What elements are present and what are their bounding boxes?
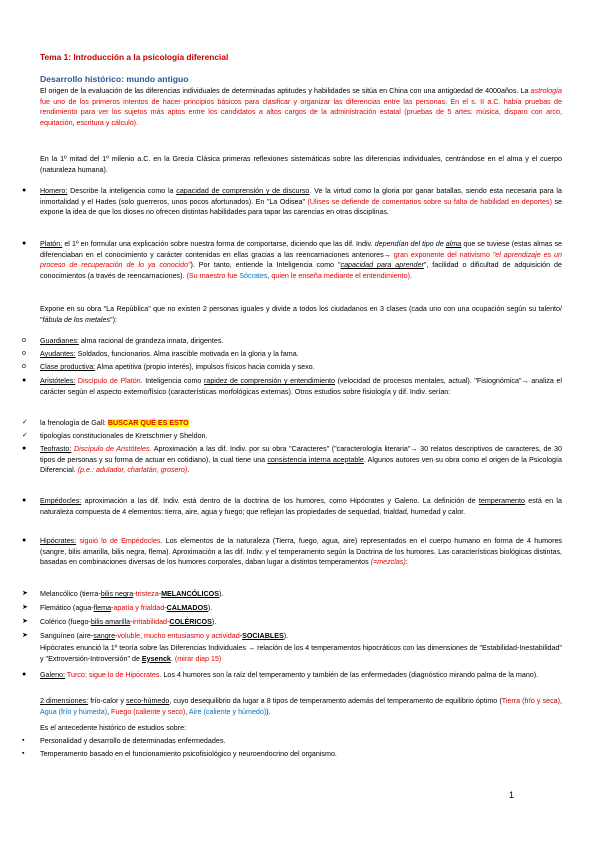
document-title: Tema 1: Introducción a la psicología diferencial	[40, 52, 229, 62]
bullet-icon: ●	[22, 377, 27, 384]
bullet-icon: ●	[22, 240, 27, 247]
greece-paragraph: En la 1º mitad del 1º milenio a.C. en la Grecia Clásica primeras reflexiones sistemáticas sobre las diferencias individuales, centrándose en el alma y el cuerpo (naturaleza humana).	[40, 155, 562, 174]
checkmark-icon: ✓	[22, 419, 28, 426]
circle-bullet-icon: o	[22, 363, 26, 370]
intro-paragraph: El origen de la evaluación de las diferencias individuales de determinadas aptitudes y habilidades se sitúa en China con una antigüedad de 4000años. La astrología fue uno de los primeros intentos de hacer principios básicos para clasificar y organizar las diferencias entre las personas. En el s. II a.C. había pruebas de rendimiento para ver los sujetos más aptos entre los candidatos a altos cargos de la administración estatal (pruebas de 5 artes: música, disparo con arco, equitación, escritura y cálculo).	[40, 87, 562, 127]
circle-bullet-icon: o	[22, 350, 26, 357]
arrow-bullet-icon: ➤	[22, 590, 28, 597]
arrow-bullet-icon: ➤	[22, 632, 28, 639]
circle-bullet-icon: o	[22, 337, 26, 344]
document-page: Tema 1: Introducción a la psicología diferencial Desarrollo histórico: mundo antiguo El origen de la evaluación de las diferencias individuales de determinadas aptitudes y habilidades se sitúa en China con una antigüedad de 4000años. La astrología fue uno de los primeros intentos de hacer principios básicos para clasificar y organizar las diferencias entre las personas. En el s. II a.C. había pruebas de rendimiento para ver los sujetos más aptos entre los candidatos a altos cargos de la administración estatal (pruebas de 5 artes: música, disparo con arco, equitación, escritura y cálculo). En la 1º mitad del 1º milenio a.C. en la Grecia Clásica primeras reflexiones sistemáticas sobre las diferencias individuales, centrándose en el alma y el cuerpo (naturaleza humana). ● Homero: Describe la inteligencia como la capacidad de comprensión y de discurso. Ve la virtud como la gloria por ganar batallas, siendo esta necesaria para la inmortalidad y el Hades (solo guerreros, unos pocos afortunados). En "La Odisea" (Ulises se defiende de comentarios sobre su falta de habilidad en deportes) se expone la idea de que los dioses no ofrecen distintas habilidades para tapar las carencias en otras disciplinas. ● Platón: el 1º en formular una explicación sobre nuestra forma de comportarse, diciendo que las dif. Indiv. dependían del tipo de alma que se tuviese (estas almas se diferenciaban en el conocimiento y carácter contenidas en ellas gracias a las reencarnaciones anteriores→ gran exponente del nativismo "el aprendizaje es un proceso de recuperación de lo ya conocido"). Por tanto, entiende la Inteligencia como "capacidad para aprender", facilidad o dificultad de adquisición de conocimientos (a través de reencarnaciones). (Su maestro fue Sócrates, quien le enseña mediante el entendimiento). Expone en su obra "La República" que no existen 2 personas iguales y divide a todos los ciudadanos en 3 clases (cada uno con una ocupación según su talento/ "fábula de los metales"): o Guardianes: alma racional de grandeza innata, dirigentes. o Ayudantes: Soldados, funcionarios. Alma irascible motivada en la gloria y la fama. o Clase productiva: Alma apetitiva (propio interés), impulsos físicos hacia comida y sexo. ● Aristóteles: Discípulo de Platón. Inteligencia como rapidez de comprensión y entendimiento (velocidad de procesos mentales, actual). "Fisiognómica"→ analiza el carácter según el aspecto externo/físico (características morfológicas externas). Otros estudios sobre fisiología y dif. Indiv. serían: ✓ la frenología de Gall: BUSCAR QUÉ ES ESTO ✓ tipologías constitucionales de Kretschmer y Sheldon. ● Teofrasto: Discípulo de Aristóteles. Aproximación a las dif. Indiv. por su obra "Caracteres" ("caracterología literaria"→ 30 relatos descriptivos de caracteres, de 30 tipos de personas y su forma de actuar en cotidiano), la cual tiene una consistencia interna aceptable. Algunos autores ven su obra como el origen de la Psicología Diferencial. (p.e.: adulador, charlatán, grosero). ● Empédocles: aproximación a las dif. Indiv. está dentro de la doctrina de los humores, como Hipócrates y Galeno. La definición de temperamento está en la naturaleza compuesta de 4 elementos: tierra, aire, agua y fuego; que reflejan las propiedades de sequedad, frialdad, humedad y calor. ● Hipócrates: siguió lo de Empédocles. Los elementos de la naturaleza (Tierra, fuego, agua, aire) representados en el cuerpo humano en forma de 4 humores (sangre, bilis amarilla, bilis negra, flema). Aproximación a las dif. Indiv. y el temperamento según la Doctrina de los humores. Las características biológicas distintas, basadas en combinaciones diversas de los humores corporales, daban lugar a distintos temperamentos (=mezclas): ➤ Melancólico (tierra-bilis negra-tristeza-MELANCÓLICOS). ➤ Flemático (agua-flema-apatía y frialdad-CALMADOS). ➤ Colérico (fuego-bilis amarilla-irritabilidad-COLÉRICOS). ➤ Sanguíneo (aire-sangre-voluble, mucho entusiasmo y actividad-SOCIABLES). Hipócrates enunció la 1º teoría sobre las Diferencias Individuales → relación de los 4 temperamentos hipocráticos con las dimensiones de "Estabilidad-Inestabilidad" y "Extroversión-Introversión" de Eysenck. (mirar diap 15) ● Galeno: Turco; sigue lo de Hipócrates. Los 4 humores son la raíz del temperamento y también de las enfermedades (diagnóstico mirando palma de la mano). 2 dimensiones: frío-calor y seco-húmedo, cuyo desequilibrio da lugar a 8 tipos de temperamento además del temperamento de equilibrio óptimo (Tierra (frío y seca), Agua (frío y húmeda), Fuego (caliente y seco), Aire (caliente y húmedo)). Es el antecedente histórico de estudios sobre: ▪ Personalidad y desarrollo de determinadas enfermedades. ▪ Temperamento basado en el funcionamiento psicofisiológico y neuroendocrino del organismo. 1	[22, 52, 563, 800]
bullet-icon: ●	[22, 445, 27, 452]
page-number: 1	[509, 790, 515, 800]
square-bullet-icon: ▪	[22, 750, 25, 757]
bullet-icon: ●	[22, 537, 27, 544]
bullet-icon: ●	[22, 187, 27, 194]
bullet-icon: ●	[22, 671, 27, 678]
republica-paragraph: Expone en su obra "La República" que no existen 2 personas iguales y divide a todos los ciudadanos en 3 clases (cada uno con una ocupación según su talento/ "fábula de los metales"):	[40, 305, 562, 324]
arrow-bullet-icon: ➤	[22, 618, 28, 625]
hipocrates-eysenck-paragraph: Hipócrates enunció la 1º teoría sobre las Diferencias Individuales → relación de los 4 temperamentos hipocráticos con las dimensiones de "Estabilidad-Inestabilidad" y "Extroversión-Introversión" de Eysenck. (mirar diap 15)	[40, 644, 562, 663]
dimensiones-paragraph: 2 dimensiones: frío-calor y seco-húmedo, cuyo desequilibrio da lugar a 8 tipos de temperamento además del temperamento de equilibrio óptimo (Tierra (frío y seca), Agua (frío y húmeda), Fuego (caliente y seco), Aire (caliente y húmedo)).	[40, 697, 563, 716]
antecedente-text: Es el antecedente histórico de estudios sobre:	[40, 724, 187, 732]
bullet-icon: ●	[22, 497, 27, 504]
arrow-bullet-icon: ➤	[22, 604, 28, 611]
square-bullet-icon: ▪	[22, 737, 25, 744]
section-heading: Desarrollo histórico: mundo antiguo	[40, 74, 189, 84]
checkmark-icon: ✓	[22, 432, 28, 439]
